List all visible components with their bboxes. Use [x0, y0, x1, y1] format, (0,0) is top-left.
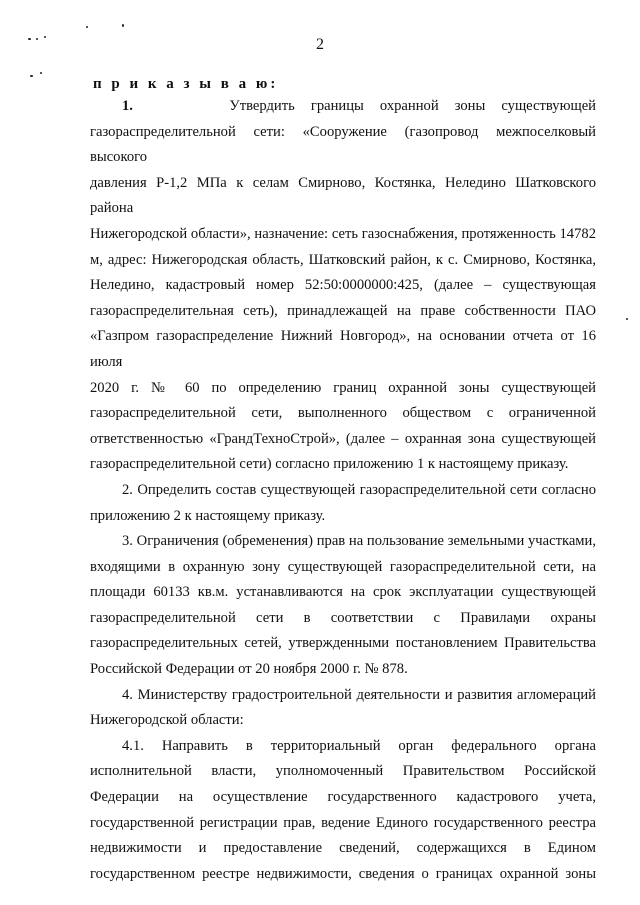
paragraph-number: 1.	[122, 98, 133, 114]
paragraph-1-line: «Газпром газораспределение Нижний Новгород», на основании отчета от 16 июля	[90, 328, 596, 370]
paragraph-3	[90, 529, 596, 683]
scan-speck	[30, 75, 33, 77]
paragraph-4-1	[90, 734, 596, 888]
paragraph-1-line	[90, 94, 596, 120]
paragraph-4-1-line: Федерации на осуществление государственного кадастрового учета,	[90, 789, 596, 806]
paragraph-1-line: ответственностью «ГрандТехноСтрой», (далее – охранная зона существующей	[90, 430, 596, 447]
scan-speck	[122, 24, 124, 27]
paragraph-3-line: газораспределительной сети в соответствии с Правилами охраны	[90, 609, 596, 626]
paragraph-1-line: газораспределительной сети) согласно приложению 1 к настоящему приказу.	[90, 456, 569, 473]
paragraph-4-1-line: государственной регистрации прав, ведение Единого государственного реестра	[90, 814, 596, 831]
paragraph-3-line: 3. Ограничения (обременения) прав на пользование земельными участками,	[122, 533, 596, 550]
paragraph-1-line: газораспределительная сеть), принадлежащей на праве собственности ПАО	[90, 302, 596, 319]
paragraph-1	[90, 94, 596, 478]
paragraph-1-line: давления Р-1,2 МПа к селам Смирново, Костянка, Неледино Шатковского района	[90, 174, 596, 217]
paragraph-4-line: Нижегородской области:	[90, 712, 244, 729]
paragraph-4-1-line: недвижимости и предоставление сведений, содержащихся в Едином	[90, 840, 596, 857]
scan-speck	[86, 26, 88, 28]
paragraph-1-line: м, адрес: Нижегородская область, Шатковский район, к с. Смирново, Костянка,	[90, 251, 596, 268]
paragraph-1-line: газораспределительной сети, выполненного обществом с ограниченной	[90, 405, 596, 422]
paragraph-3-line: газораспределительных сетей, утвержденными постановлением Правительства	[90, 635, 596, 652]
paragraph-2-line: приложению 2 к настоящему приказу.	[90, 507, 326, 524]
paragraph-1-line: газораспределительной сети: «Сооружение (газопровод межпоселковый высокого	[90, 123, 596, 166]
order-body	[90, 94, 596, 887]
paragraph-4-1-line: государственном реестре недвижимости, сведения о границах охранной зоны	[90, 865, 596, 882]
paragraph-2	[90, 478, 596, 529]
paragraph-4-1-line: 4.1. Направить в территориальный орган федерального органа	[122, 737, 596, 754]
paragraph-text: Утвердить границы охранной зоны существующей	[229, 98, 596, 114]
paragraph-1-line: 2020 г. № 60 по определению границ охранной зоны существующей	[90, 379, 596, 396]
paragraph-4-line: 4. Министерству градостроительной деятельности и развития агломераций	[122, 686, 596, 703]
paragraph-1-line: Нижегородской области», назначение: сеть газоснабжения, протяженность 14782	[90, 225, 596, 242]
scan-speck	[40, 72, 42, 74]
paragraph-3-line: площади 60133 кв.м. устанавливаются на срок эксплуатации существующей	[90, 584, 596, 601]
paragraph-3-line: входящими в охранную зону существующей газораспределительной сети, на	[90, 558, 596, 575]
paragraph-1-line: Неледино, кадастровый номер 52:50:0000000:425, (далее – существующая	[90, 277, 596, 294]
order-heading: п р и к а з ы в а ю:	[93, 76, 279, 92]
paragraph-3-line: Российской Федерации от 20 ноября 2000 г. № 878.	[90, 661, 408, 678]
scan-speck	[626, 318, 628, 320]
paragraph-4-1-line: исполнительной власти, уполномоченный Правительством Российской	[90, 763, 596, 780]
page-number: 2	[316, 36, 324, 53]
paragraph-4	[90, 683, 596, 734]
paragraph-2-line: 2. Определить состав существующей газораспределительной сети согласно	[122, 481, 596, 498]
